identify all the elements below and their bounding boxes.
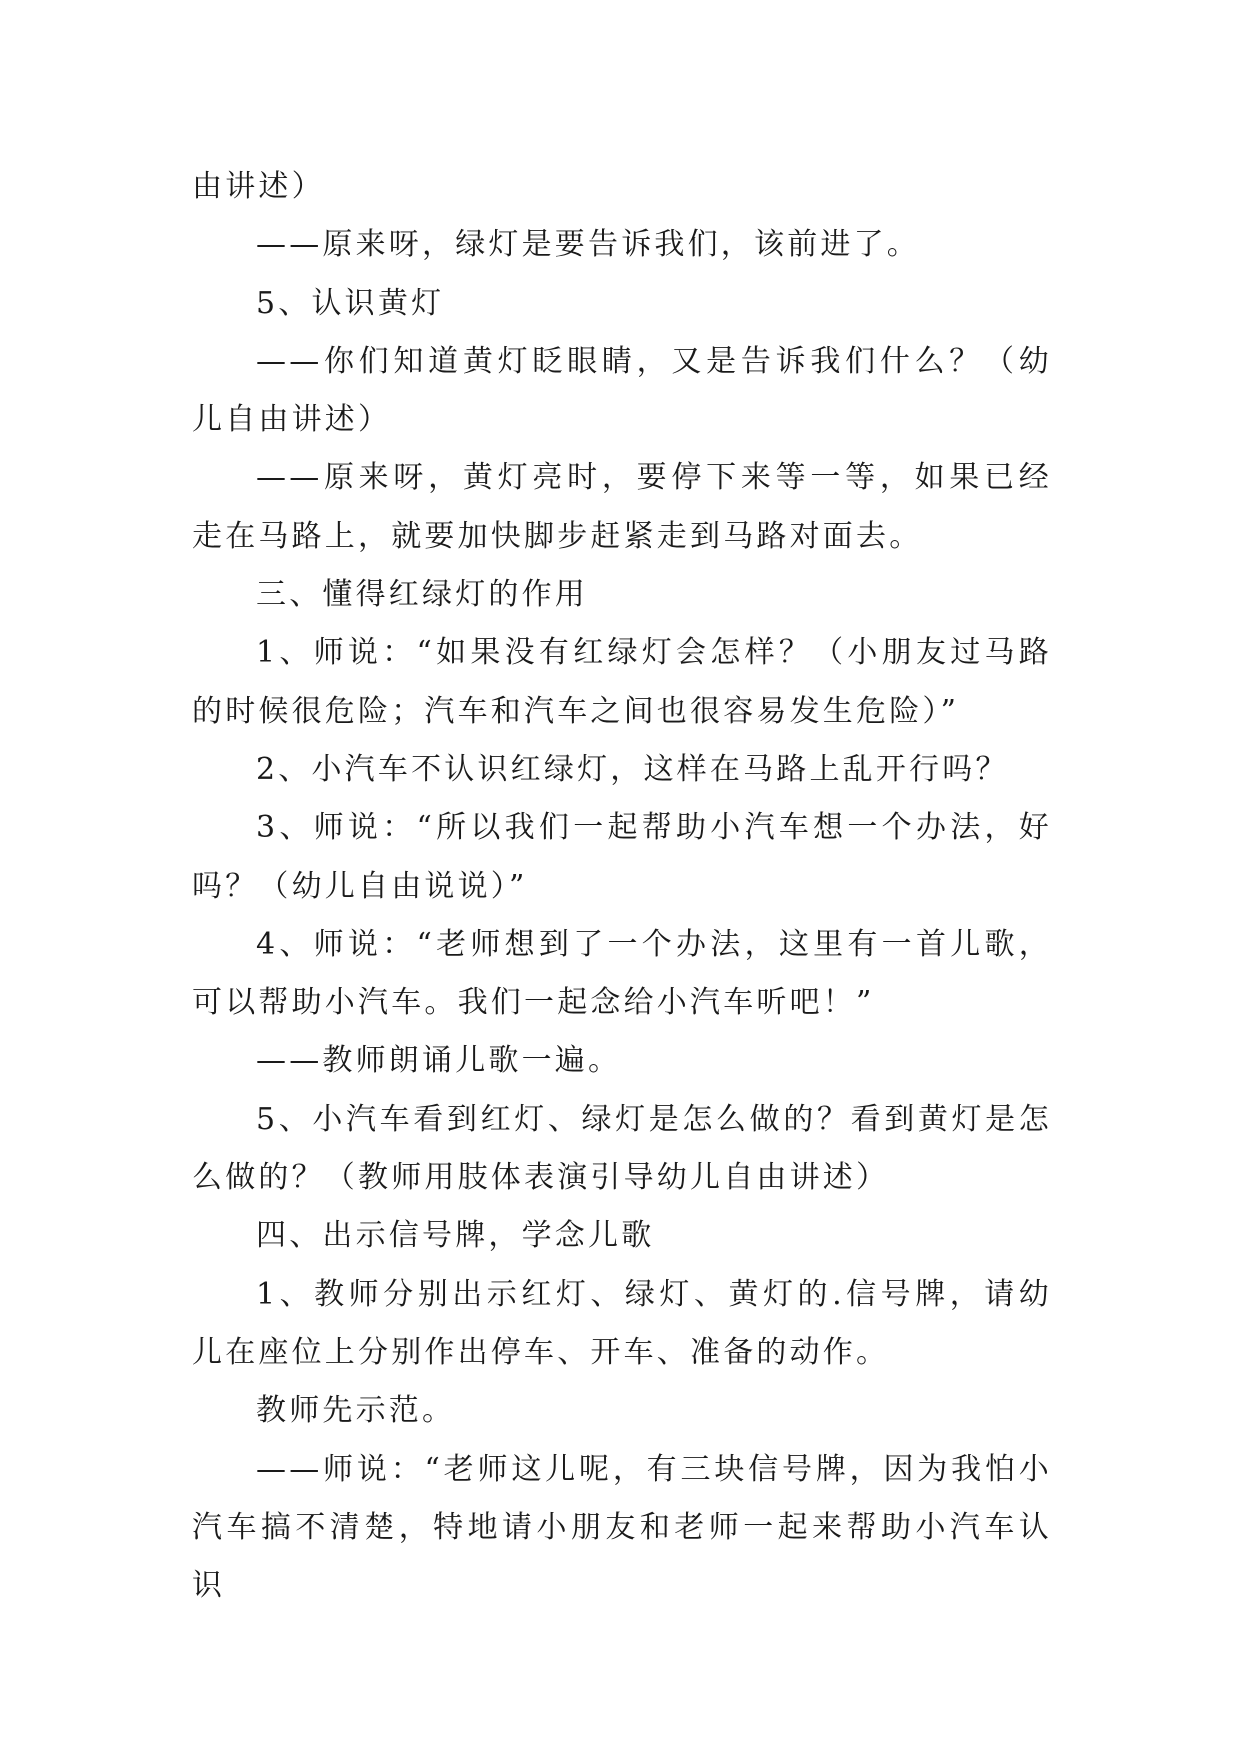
paragraph: 1、教师分别出示红灯、绿灯、黄灯的.信号牌，请幼儿在座位上分别作出停车、开车、准备的动作。 bbox=[192, 1276, 1052, 1370]
paragraph: ——教师朗诵儿歌一遍。 bbox=[256, 1043, 622, 1079]
paragraph: 2、小汽车不认识红绿灯，这样在马路上乱开行吗？ bbox=[256, 751, 1009, 787]
section-heading: 四、出示信号牌，学念儿歌 bbox=[256, 1218, 655, 1254]
document-body bbox=[192, 158, 1052, 1615]
paragraph: 3、师说：“所以我们一起帮助小汽车想一个办法，好吗？（幼儿自由说说）” bbox=[192, 810, 1052, 904]
paragraph: ——你们知道黄灯眨眼睛，又是告诉我们什么？（幼儿自由讲述） bbox=[192, 343, 1052, 438]
section-heading: 三、懂得红绿灯的作用 bbox=[256, 577, 588, 613]
paragraph: 4、师说：“老师想到了一个办法，这里有一首儿歌，可以帮助小汽车。我们一起念给小汽车听吧！” bbox=[192, 926, 1052, 1021]
paragraph: 5、小汽车看到红灯、绿灯是怎么做的？看到黄灯是怎么做的？（教师用肢体表演引导幼儿自由讲述） bbox=[192, 1101, 1052, 1196]
paragraph: ——师说：“老师这儿呢，有三块信号牌，因为我怕小汽车搞不清楚，特地请小朋友和老师一起来帮助小汽车认识 bbox=[192, 1451, 1052, 1604]
paragraph: 1、师说：“如果没有红绿灯会怎样？（小朋友过马路的时候很危险；汽车和汽车之间也很容易发生危险）” bbox=[192, 635, 1052, 729]
paragraph: 教师先示范。 bbox=[256, 1393, 456, 1429]
paragraph: ——原来呀，黄灯亮时，要停下来等一等，如果已经走在马路上，就要加快脚步赶紧走到马路对面去。 bbox=[192, 460, 1052, 554]
paragraph: ——原来呀，绿灯是要告诉我们，该前进了。 bbox=[256, 227, 920, 263]
section-heading: 5、认识黄灯 bbox=[256, 285, 445, 321]
paragraph: 由讲述） bbox=[192, 169, 325, 204]
